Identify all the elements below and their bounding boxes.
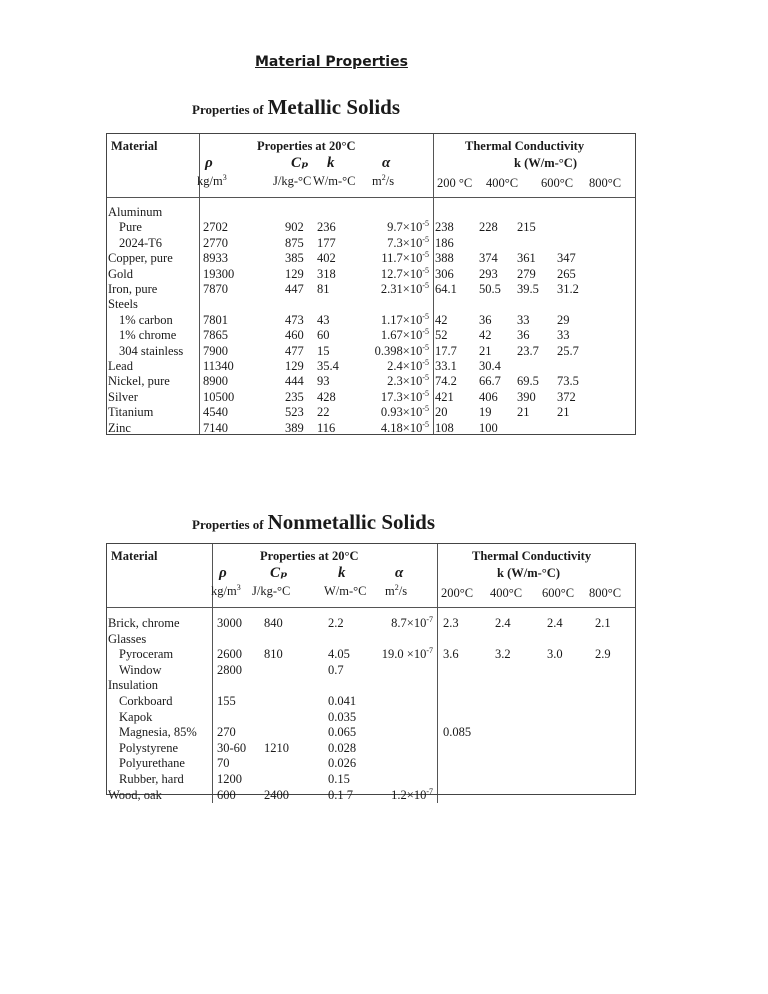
specific-heat-value: 129 xyxy=(285,359,304,373)
k-symbol: k xyxy=(327,155,335,171)
material-name: Polyurethane xyxy=(119,756,185,771)
thermal-conductivity-value: 3.6 xyxy=(443,647,459,662)
thermal-conductivity-value: 29 xyxy=(557,312,570,327)
thermal-conductivity-value: 390 xyxy=(517,389,536,404)
density-value: 8900 xyxy=(203,374,228,389)
material-name: Pyroceram xyxy=(119,647,174,662)
density-value: 11340 xyxy=(203,359,234,373)
thermal-conductivity-value: 372 xyxy=(557,389,576,404)
material-name: Zinc xyxy=(108,420,131,435)
thermal-conductivity-value: 421 xyxy=(435,389,454,404)
material-name: Iron, pure xyxy=(108,282,158,296)
thermal-conductivity-value: 2.3 xyxy=(443,616,459,630)
material-name: Wood, oak xyxy=(108,787,162,802)
thermal-conductivity-value: 347 xyxy=(557,251,576,266)
material-name: 1% chrome xyxy=(119,328,177,343)
conductivity-value: 0.7 xyxy=(328,662,344,677)
material-name: 1% carbon xyxy=(119,312,173,327)
material-name: Kapok xyxy=(119,709,153,724)
diffusivity-value: $17.3\times 10^{-5}$ xyxy=(380,388,429,404)
conductivity-value: 22 xyxy=(317,405,330,420)
temperature-header: 800°C xyxy=(589,176,622,190)
diffusivity-value: $9.7\times 10^{-5}$ xyxy=(387,219,429,235)
diffusivity-value: $7.3\times 10^{-5}$ xyxy=(387,234,429,250)
conductivity-value: 2.2 xyxy=(328,616,344,630)
section-title-metallic xyxy=(192,95,400,120)
material-name: Glasses xyxy=(108,631,147,646)
diffusivity-value: $0.93\times 10^{-5}$ xyxy=(380,404,429,420)
density-value: 7801 xyxy=(203,312,228,327)
alpha-symbol: α xyxy=(382,155,391,171)
temperature-header: 400°C xyxy=(486,176,519,190)
temperature-header: 600°C xyxy=(542,586,575,600)
thermal-conductivity-value: 25.7 xyxy=(557,343,579,358)
table-rule-tick xyxy=(212,795,213,803)
k-unit: W/m-°C xyxy=(313,174,356,188)
density-value: 2800 xyxy=(217,662,242,677)
specific-heat-value: 385 xyxy=(285,251,304,266)
thermal-conductivity-value: 361 xyxy=(517,251,536,266)
thermal-conductivity-value: 265 xyxy=(557,266,576,281)
specific-heat-value: 129 xyxy=(285,266,304,281)
cp-symbol: Cₚ xyxy=(291,155,309,171)
specific-heat-value: 840 xyxy=(264,616,283,630)
density-value: 7900 xyxy=(203,343,228,358)
density-value: 4540 xyxy=(203,405,228,420)
thermal-conductivity-value: 69.5 xyxy=(517,374,539,389)
rho-unit: $kg/m^3$ xyxy=(211,582,241,598)
alpha-symbol: α xyxy=(395,565,404,581)
diffusivity-value: $0.398\times 10^{-5}$ xyxy=(374,342,429,358)
conductivity-value: 0.028 xyxy=(328,740,357,755)
material-name: Pure xyxy=(119,220,142,235)
specific-heat-value: 523 xyxy=(285,405,304,420)
material-column-header: Material xyxy=(111,139,158,153)
material-name: Insulation xyxy=(108,678,158,693)
thermal-conductivity-value: 30.4 xyxy=(479,359,501,373)
section-title-prefix: Properties of xyxy=(192,517,264,532)
conductivity-value: 60 xyxy=(317,328,330,343)
density-value: 7865 xyxy=(203,328,228,343)
rho-unit: $kg/m^3$ xyxy=(197,172,227,188)
thermal-conductivity-value: 73.5 xyxy=(557,374,579,389)
thermal-conductivity-value: 21 xyxy=(557,405,570,420)
material-name: Rubber, hard xyxy=(119,772,184,786)
density-value: 2600 xyxy=(217,647,242,662)
diffusivity-value: $12.7\times 10^{-5}$ xyxy=(380,265,429,281)
document-title: Material Properties xyxy=(255,54,408,70)
material-name: 2024-T6 xyxy=(119,235,163,250)
density-value: 30-60 xyxy=(217,740,247,755)
temperature-header: 200 °C xyxy=(437,176,473,190)
conductivity-value: 0.026 xyxy=(328,756,357,771)
diffusivity-value: $2.4\times 10^{-5}$ xyxy=(387,357,429,373)
column-divider xyxy=(212,544,213,794)
specific-heat-value: 477 xyxy=(285,343,304,358)
thermal-conductivity-value: 2.1 xyxy=(595,616,611,630)
specific-heat-value: 235 xyxy=(285,389,304,404)
material-name: Polystyrene xyxy=(119,740,179,755)
diffusivity-value: $2.3\times 10^{-5}$ xyxy=(387,373,429,389)
density-value: 8933 xyxy=(203,251,228,266)
thermal-conductivity-value: 3.2 xyxy=(495,647,511,662)
k-symbol: k xyxy=(338,565,346,581)
material-name: Lead xyxy=(108,359,133,373)
temperature-header: 400°C xyxy=(490,586,523,600)
specific-heat-value: 1210 xyxy=(264,740,289,755)
section-title-nonmetallic xyxy=(192,510,435,535)
temperature-header: 200°C xyxy=(441,586,474,600)
thermal-conductivity-value: 186 xyxy=(435,235,454,250)
material-name: Magnesia, 85% xyxy=(119,725,197,740)
nonmetallic-solids-table xyxy=(106,543,636,802)
section-title-main: Nonmetallic Solids xyxy=(267,510,436,534)
thermal-conductivity-value: 228 xyxy=(479,220,498,235)
diffusivity-value: $11.7\times 10^{-5}$ xyxy=(381,250,429,266)
specific-heat-value: 389 xyxy=(285,420,304,435)
alpha-unit: $m^2/s$ xyxy=(385,582,408,598)
density-value: 2702 xyxy=(203,220,228,235)
diffusivity-value: $1.2\times 10^{-7}$ xyxy=(391,786,433,802)
conductivity-value: 428 xyxy=(317,389,336,404)
thermal-conductivity-header: Thermal Conductivity xyxy=(465,139,585,153)
density-value: 70 xyxy=(217,756,230,771)
thermal-conductivity-value: 17.7 xyxy=(435,343,457,358)
thermal-conductivity-value: 64.1 xyxy=(435,282,457,296)
material-name: Copper, pure xyxy=(108,251,173,266)
material-name: Brick, chrome xyxy=(108,616,180,630)
header-rule xyxy=(107,197,635,198)
density-value: 7140 xyxy=(203,420,228,435)
diffusivity-value: $2.31\times 10^{-5}$ xyxy=(380,280,429,296)
diffusivity-value: $1.17\times 10^{-5}$ xyxy=(380,311,429,327)
conductivity-value: 177 xyxy=(317,235,336,250)
thermal-conductivity-value: 215 xyxy=(517,220,536,235)
material-name: Titanium xyxy=(108,405,154,420)
alpha-unit: $m^2/s$ xyxy=(372,172,395,188)
conductivity-value: 0.15 xyxy=(328,772,350,786)
thermal-conductivity-value: 66.7 xyxy=(479,374,501,389)
k-unit-header: k (W/m-°C) xyxy=(497,566,560,580)
material-column-header: Material xyxy=(111,549,158,563)
thermal-conductivity-value: 238 xyxy=(435,220,454,235)
section-title-prefix: Properties of xyxy=(192,102,264,117)
thermal-conductivity-value: 36 xyxy=(517,328,530,343)
specific-heat-value: 2400 xyxy=(264,787,289,802)
specific-heat-value: 444 xyxy=(285,374,304,389)
material-name: Silver xyxy=(108,389,138,404)
cp-unit: J/kg-°C xyxy=(252,584,291,598)
conductivity-value: 318 xyxy=(317,266,336,281)
header-rule xyxy=(107,607,635,608)
temperature-header: 800°C xyxy=(589,586,622,600)
thermal-conductivity-value: 2.9 xyxy=(595,647,611,662)
conductivity-value: 0.035 xyxy=(328,709,357,724)
thermal-conductivity-value: 21 xyxy=(517,405,530,420)
specific-heat-value: 447 xyxy=(285,282,304,296)
material-name: Steels xyxy=(108,297,138,312)
material-name: 304 stainless xyxy=(119,343,184,358)
diffusivity-value: $4.18\times 10^{-5}$ xyxy=(380,419,429,435)
density-value: 2770 xyxy=(203,235,228,250)
k-unit-header: k (W/m-°C) xyxy=(514,156,577,170)
material-name: Gold xyxy=(108,266,133,281)
k-unit: W/m-°C xyxy=(324,584,367,598)
thermal-conductivity-value: 2.4 xyxy=(495,616,511,630)
conductivity-value: 402 xyxy=(317,251,336,266)
thermal-conductivity-value: 2.4 xyxy=(547,616,563,630)
thermal-conductivity-value: 74.2 xyxy=(435,374,457,389)
column-divider xyxy=(437,544,438,794)
conductivity-value: 0.1 7 xyxy=(328,787,353,802)
thermal-conductivity-value: 50.5 xyxy=(479,282,501,296)
conductivity-value: 116 xyxy=(317,420,336,435)
column-divider xyxy=(433,134,434,434)
temperature-header: 600°C xyxy=(541,176,574,190)
table-rule-tick xyxy=(437,795,438,803)
thermal-conductivity-value: 42 xyxy=(479,328,492,343)
specific-heat-value: 875 xyxy=(285,235,304,250)
thermal-conductivity-value: 36 xyxy=(479,312,492,327)
thermal-conductivity-value: 42 xyxy=(435,312,448,327)
conductivity-value: 4.05 xyxy=(328,647,350,662)
material-name: Window xyxy=(119,662,162,677)
thermal-conductivity-value: 306 xyxy=(435,266,454,281)
thermal-conductivity-value: 406 xyxy=(479,389,498,404)
specific-heat-value: 810 xyxy=(264,647,283,662)
thermal-conductivity-value: 3.0 xyxy=(547,647,563,662)
thermal-conductivity-value: 31.2 xyxy=(557,282,579,296)
conductivity-value: 35.4 xyxy=(317,359,339,373)
conductivity-value: 15 xyxy=(317,343,330,358)
conductivity-value: 43 xyxy=(317,312,330,327)
specific-heat-value: 460 xyxy=(285,328,304,343)
thermal-conductivity-value: 0.085 xyxy=(443,725,472,740)
thermal-conductivity-value: 388 xyxy=(435,251,454,266)
thermal-conductivity-value: 21 xyxy=(479,343,492,358)
density-value: 270 xyxy=(217,725,236,740)
diffusivity-value: $1.67\times 10^{-5}$ xyxy=(380,327,429,343)
density-value: 19300 xyxy=(203,266,235,281)
section-title-main: Metallic Solids xyxy=(267,95,401,119)
conductivity-value: 81 xyxy=(317,282,330,296)
diffusivity-value: $19.0 \times 10^{-7}$ xyxy=(381,646,433,662)
conductivity-value: 93 xyxy=(317,374,330,389)
cp-unit: J/kg-°C xyxy=(273,174,312,188)
thermal-conductivity-header: Thermal Conductivity xyxy=(472,549,592,563)
density-value: 600 xyxy=(217,787,236,802)
cp-symbol: Cₚ xyxy=(270,565,288,581)
density-value: 10500 xyxy=(203,389,235,404)
thermal-conductivity-value: 39.5 xyxy=(517,282,539,296)
thermal-conductivity-value: 33 xyxy=(517,312,530,327)
material-name: Nickel, pure xyxy=(108,374,170,389)
conductivity-value: 0.065 xyxy=(328,725,357,740)
density-value: 1200 xyxy=(217,772,242,786)
material-name: Corkboard xyxy=(119,694,173,708)
thermal-conductivity-value: 374 xyxy=(479,251,498,266)
properties-header: Properties at 20°C xyxy=(260,549,359,563)
material-name: Aluminum xyxy=(108,205,163,219)
thermal-conductivity-value: 279 xyxy=(517,266,536,281)
density-value: 7870 xyxy=(203,282,228,296)
thermal-conductivity-value: 33 xyxy=(557,328,570,343)
specific-heat-value: 902 xyxy=(285,220,304,235)
thermal-conductivity-value: 52 xyxy=(435,328,448,343)
density-value: 155 xyxy=(217,694,236,708)
density-value: 3000 xyxy=(217,616,242,630)
thermal-conductivity-value: 100 xyxy=(479,420,498,435)
conductivity-value: 0.041 xyxy=(328,694,357,708)
thermal-conductivity-value: 23.7 xyxy=(517,343,539,358)
specific-heat-value: 473 xyxy=(285,312,304,327)
thermal-conductivity-value: 20 xyxy=(435,405,448,420)
properties-header: Properties at 20°C xyxy=(257,139,356,153)
rho-symbol: ρ xyxy=(205,155,213,171)
rho-symbol: ρ xyxy=(219,565,227,581)
thermal-conductivity-value: 33.1 xyxy=(435,359,457,373)
thermal-conductivity-value: 108 xyxy=(435,420,454,435)
thermal-conductivity-value: 19 xyxy=(479,405,492,420)
conductivity-value: 236 xyxy=(317,220,336,235)
thermal-conductivity-value: 293 xyxy=(479,266,498,281)
diffusivity-value: $8.7\times 10^{-7}$ xyxy=(391,614,433,630)
metallic-solids-table xyxy=(106,133,636,435)
